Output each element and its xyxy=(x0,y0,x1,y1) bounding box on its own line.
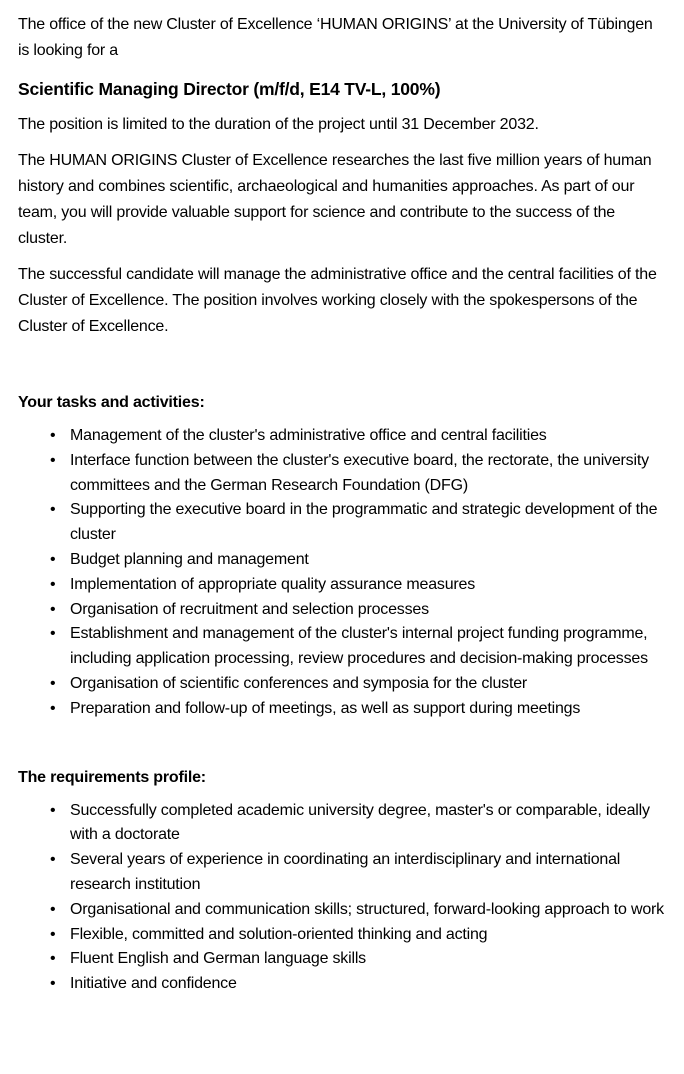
bullet-item: • Establishment and management of the cluster's internal project funding programme, including application processing, review procedures and decision-making processes xyxy=(50,622,666,672)
bullet-item: • Organisation of scientific conferences and symposia for the cluster xyxy=(50,672,666,697)
bullet-item: • Successfully completed academic university degree, master's or comparable, ideally with a doctorate xyxy=(50,799,666,849)
bullet-item: • Organisational and communication skills; structured, forward-looking approach to work xyxy=(50,898,666,923)
bullet-item: • Organisation of recruitment and selection processes xyxy=(50,598,666,623)
requirements-list xyxy=(18,799,666,997)
bullet-item: • Fluent English and German language skills xyxy=(50,947,666,972)
bullet-item: • Budget planning and management xyxy=(50,548,666,573)
duration-note: The position is limited to the duration of the project until 31 December 2032. xyxy=(18,116,539,133)
bullet-item: • Flexible, committed and solution-oriented thinking and acting xyxy=(50,923,666,948)
tasks-list xyxy=(18,424,666,722)
bullet-item: • Supporting the executive board in the programmatic and strategic development of the cluster xyxy=(50,498,666,548)
intro-paragraph: The office of the new Cluster of Excellence ‘HUMAN ORIGINS’ at the University of Tübingen is looking for a xyxy=(18,16,653,59)
bullet-item: • Interface function between the cluster's executive board, the rectorate, the university committees and the German Research Foundation (DFG) xyxy=(50,449,666,499)
about-cluster-paragraph: The HUMAN ORIGINS Cluster of Excellence researches the last five million years of human history and combines scientific, archaeological and humanities approaches. As part of our team, you will provide valuable support for science and contribute to the success of the cluster. xyxy=(18,152,652,247)
bullet-item: • Implementation of appropriate quality assurance measures xyxy=(50,573,666,598)
bullet-item: • Management of the cluster's administrative office and central facilities xyxy=(50,424,666,449)
bullet-item: • Initiative and confidence xyxy=(50,972,666,997)
requirements-section-heading: The requirements profile: xyxy=(18,768,206,786)
bullet-item: • Several years of experience in coordinating an interdisciplinary and international research institution xyxy=(50,848,666,898)
job-title: Scientific Managing Director (m/f/d, E14 TV-L, 100%) xyxy=(18,79,441,99)
tasks-section-heading: Your tasks and activities: xyxy=(18,394,205,411)
bullet-item: • Preparation and follow-up of meetings, as well as support during meetings xyxy=(50,697,666,722)
role-description-paragraph: The successful candidate will manage the administrative office and the central facilities of the Cluster of Excellence. The position involves working closely with the spokespersons of the Cluster of Excellence. xyxy=(18,266,657,335)
